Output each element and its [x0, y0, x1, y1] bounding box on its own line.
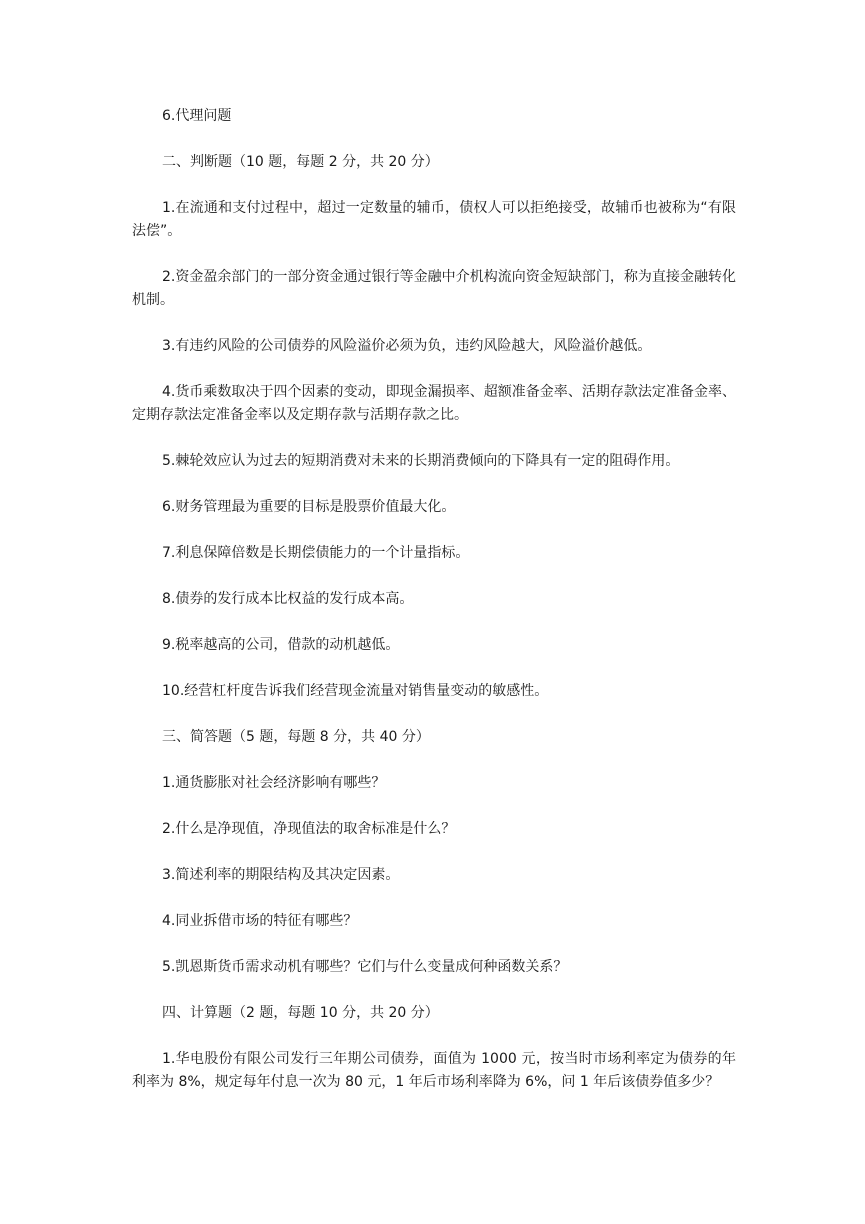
- question-item: 4.同业拆借市场的特征有哪些？: [162, 913, 358, 929]
- section-heading: 三、简答题（5 题，每题 8 分，共 40 分）: [162, 729, 430, 745]
- section-heading: 四、计算题（2 题，每题 10 分，共 20 分）: [162, 1005, 439, 1021]
- question-item: 6.财务管理最为重要的目标是股票价值最大化。: [162, 499, 456, 515]
- question-item: 8.债券的发行成本比权益的发行成本高。: [162, 591, 414, 607]
- list-item: 6.代理问题: [162, 108, 232, 124]
- question-item: 9.税率越高的公司，借款的动机越低。: [162, 637, 400, 653]
- question-item: 1.在流通和支付过程中，超过一定数量的辅币，债权人可以拒绝接受，故辅币也被称为“有限法偿”。: [132, 200, 736, 239]
- question-item: 1.通货膨胀对社会经济影响有哪些？: [162, 775, 386, 791]
- question-item: 3.有违约风险的公司债券的风险溢价必须为负，违约风险越大，风险溢价越低。: [162, 338, 652, 354]
- section-heading: 二、判断题（10 题，每题 2 分，共 20 分）: [162, 154, 439, 170]
- question-item: 5.凯恩斯货币需求动机有哪些？它们与什么变量成何种函数关系？: [162, 959, 568, 975]
- document-body: [132, 105, 736, 1094]
- question-item: 1.华电股份有限公司发行三年期公司债券，面值为 1000 元，按当时市场利率定为债券的年利率为 8%，规定每年付息一次为 80 元，1 年后市场利率降为 6%，问 1 年后该债券值多少？: [132, 1051, 736, 1090]
- question-item: 5.棘轮效应认为过去的短期消费对未来的长期消费倾向的下降具有一定的阻碍作用。: [162, 453, 680, 469]
- question-item: 7.利息保障倍数是长期偿债能力的一个计量指标。: [162, 545, 470, 561]
- question-item: 10.经营杠杆度告诉我们经营现金流量对销售量变动的敏感性。: [162, 683, 549, 699]
- question-item: 3.简述利率的期限结构及其决定因素。: [162, 867, 400, 883]
- question-item: 2.什么是净现值，净现值法的取舍标准是什么？: [162, 821, 456, 837]
- question-item: 2.资金盈余部门的一部分资金通过银行等金融中介机构流向资金短缺部门，称为直接金融转化机制。: [132, 269, 736, 308]
- question-item: 4.货币乘数取决于四个因素的变动，即现金漏损率、超额准备金率、活期存款法定准备金率、定期存款法定准备金率以及定期存款与活期存款之比。: [132, 384, 736, 423]
